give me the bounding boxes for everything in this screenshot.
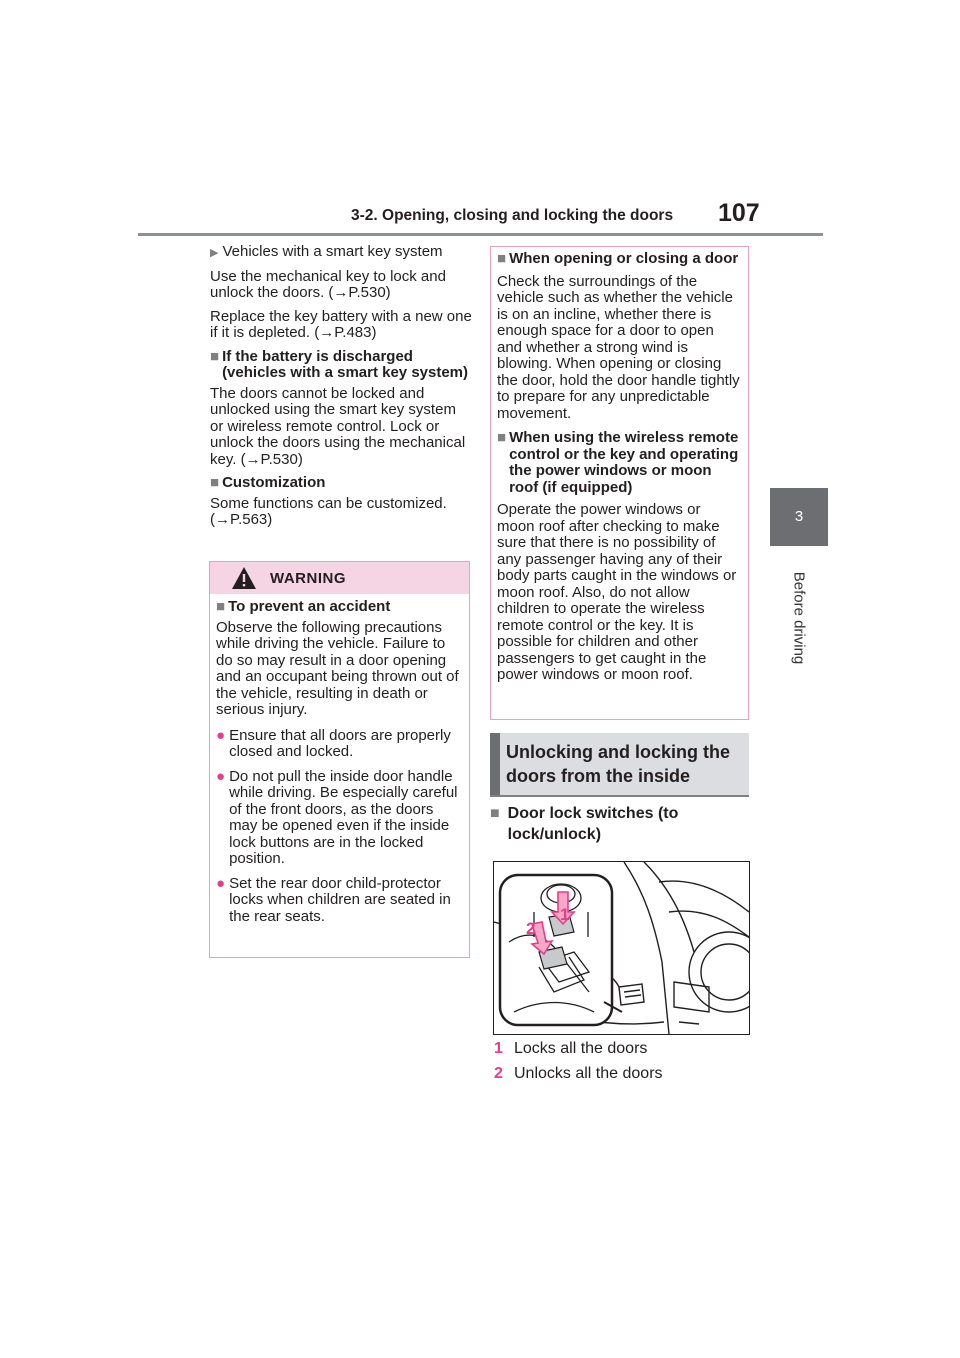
subsection-heading: ■ Door lock switches (to lock/unlock): [490, 805, 679, 843]
door-panel-drawing: [494, 862, 749, 1034]
smart-key-subhead: ▶ Vehicles with a smart key system: [210, 243, 443, 260]
square-bullet-icon: ■: [216, 598, 226, 615]
battery-text: The doors cannot be locked and unlocked using the smart key system or wireless remote control. Lock or unlock the doors using the mechanical key. (→P.530): [210, 384, 466, 468]
section-title: Unlocking and locking the doors from the inside: [506, 742, 731, 786]
warning-bullet: ● Do not pull the inside door handle while driving. Be especially careful of the front doors, as the doors may be opened even if the inside lock buttons are in the locked position.: [216, 767, 458, 867]
square-bullet-icon: ■: [497, 429, 507, 446]
customization-text: Some functions can be customized. (→P.563): [210, 494, 447, 528]
legend-item-lock: 1 Locks all the doors: [494, 1040, 648, 1057]
warning-heading: ■ To prevent an accident: [216, 598, 391, 615]
power-windows-text: Operate the power windows or moon roof after checking to make sure that there is no possibility of any passenger having any of their body parts caught in the windows or moon roof. Also, do not allow children to operate the wireless remote control or the key. It is possible for children and other passengers to get caught in the power windows or moon roof.: [497, 501, 737, 683]
legend-item-unlock: 2 Unlocks all the doors: [494, 1065, 663, 1082]
warning-bullet: ● Ensure that all doors are properly closed and locked.: [216, 726, 451, 760]
figure-callout-2: 2: [526, 919, 536, 938]
warning-bullet: ● Set the rear door child-protector locks when children are seated in the rear seats.: [216, 874, 451, 925]
section-heading: [490, 733, 749, 797]
mechanical-key-text: Use the mechanical key to lock and unlock the doors. (→P.530): [210, 267, 446, 301]
header-section-title: 3-2. Opening, closing and locking the doors: [351, 207, 674, 224]
info-box: [490, 246, 749, 720]
warning-triangle-icon: [231, 566, 257, 590]
battery-replace-text: Replace the key battery with a new one if it is depleted. (→P.483): [210, 307, 472, 341]
door-lock-switch-illustration: [493, 861, 750, 1035]
warning-body: [210, 594, 469, 925]
door-opening-heading: ■ When opening or closing a door: [497, 250, 739, 267]
triangle-bullet-icon: ▶: [210, 247, 219, 259]
figure-callout-1: 1: [560, 905, 570, 924]
chapter-label: Before driving: [790, 571, 808, 665]
section-heading-bar: [490, 733, 500, 795]
left-column: [210, 244, 472, 536]
warning-title: WARNING: [270, 570, 346, 587]
pink-dot-icon: ●: [216, 726, 226, 744]
warning-intro: Observe the following precautions while driving the vehicle. Failure to do so may result in a door opening and an occupant being thrown out of the vehicle, resulting in death or serious injury.: [216, 618, 459, 718]
warning-header: [210, 562, 469, 594]
square-bullet-icon: ■: [210, 474, 220, 491]
battery-heading: ■ If the battery is discharged (vehicles with a smart key system): [210, 347, 469, 381]
customization-heading: ■ Customization: [210, 474, 326, 491]
warning-box: [209, 561, 470, 958]
pink-dot-icon: ●: [216, 874, 226, 892]
chapter-number: 3: [794, 508, 804, 525]
square-bullet-icon: ■: [210, 347, 220, 365]
door-opening-text: Check the surroundings of the vehicle such as whether the vehicle is on an incline, whether there is enough space for a door to open and whether a strong wind is blowing. When opening or closing the door, hold the door handle tightly to prepare for any unpredictable movement.: [497, 272, 740, 422]
header-rule: [138, 233, 823, 236]
power-windows-heading: ■ When using the wireless remote control or the key and operating the power windows or moon roof (if equipped): [497, 429, 739, 496]
square-bullet-icon: ■: [490, 805, 500, 822]
square-bullet-icon: ■: [497, 250, 507, 267]
page-number: 107: [718, 199, 760, 227]
pink-dot-icon: ●: [216, 767, 226, 785]
